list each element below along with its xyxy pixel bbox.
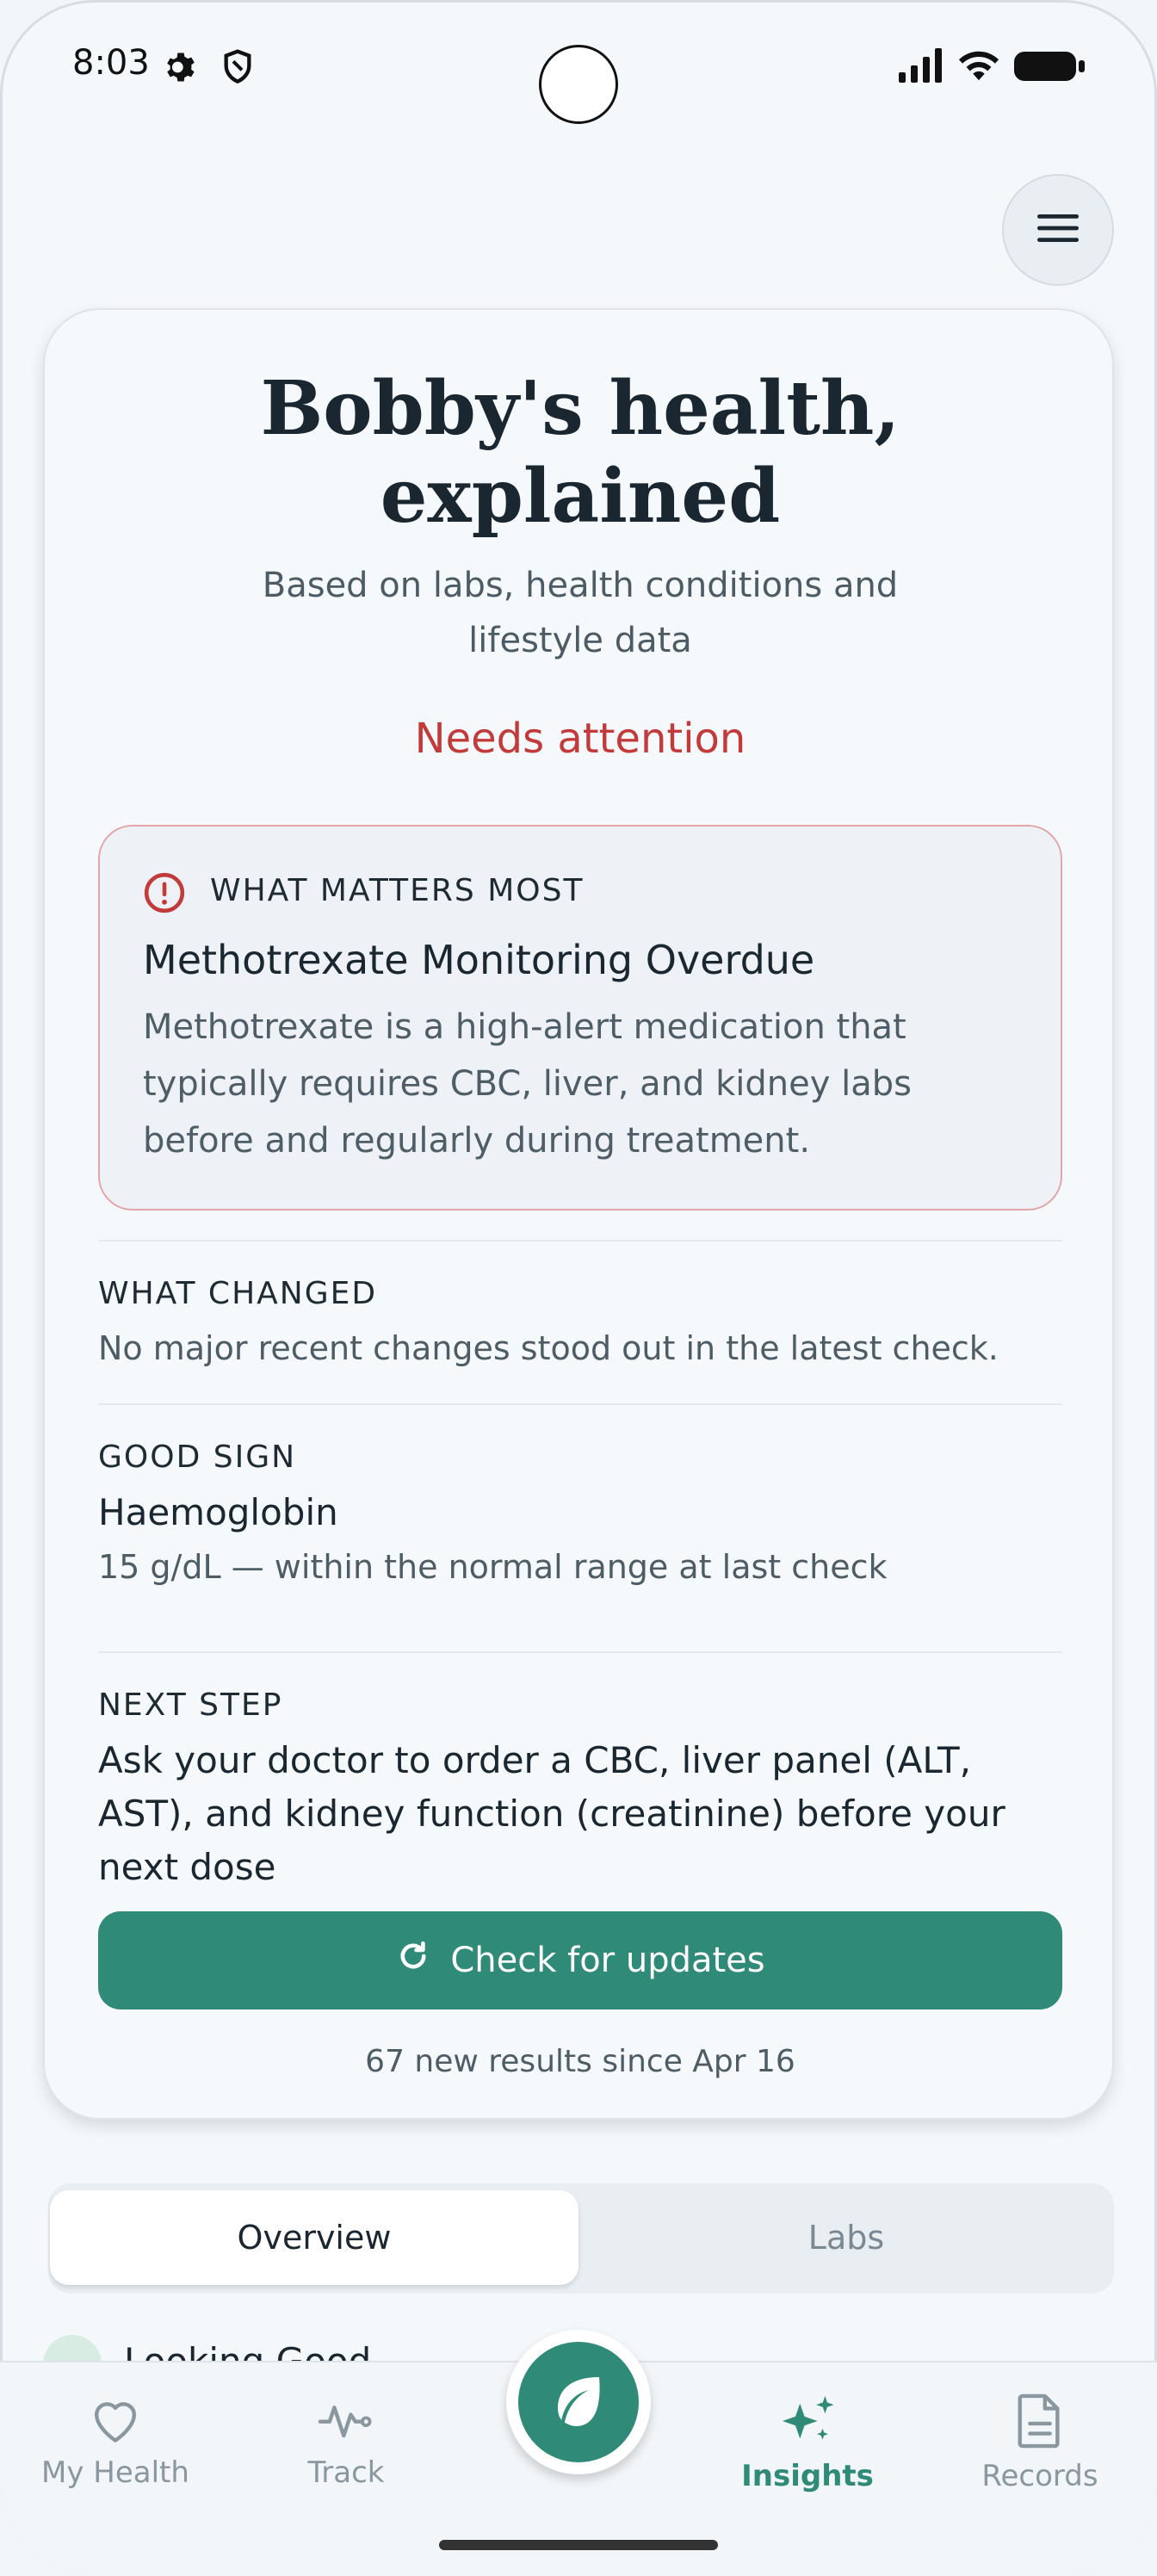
nav-label: My Health — [41, 2455, 189, 2490]
nav-insights[interactable] — [721, 2393, 894, 2493]
sparkle-icon — [775, 2436, 840, 2452]
refresh-icon — [395, 1938, 450, 1983]
check-for-updates-label: Check for updates — [450, 1941, 765, 1980]
health-summary-card — [43, 308, 1114, 2120]
settings-icon — [162, 48, 200, 90]
good-sign-kicker: GOOD SIGN — [98, 1440, 297, 1475]
view-tabs — [48, 2183, 1114, 2294]
page-title — [45, 365, 1116, 541]
status-bar — [0, 0, 1157, 138]
tab-overview[interactable]: Overview — [50, 2190, 578, 2285]
nav-records[interactable] — [954, 2393, 1126, 2493]
tab-labs[interactable]: Labs — [807, 2219, 885, 2257]
pulse-icon — [318, 2432, 374, 2449]
nav-label: Insights — [741, 2459, 874, 2493]
hamburger-icon — [1037, 213, 1079, 247]
front-camera — [539, 45, 618, 124]
good-sign-heading: Haemoglobin — [98, 1491, 338, 1533]
title-line-2: explained — [380, 453, 781, 540]
fab-circle — [518, 2342, 639, 2462]
divider — [98, 1403, 1062, 1405]
what-matters-most-alert[interactable] — [98, 825, 1062, 1211]
heart-icon — [87, 2432, 144, 2449]
wifi-icon — [957, 48, 1000, 86]
document-icon — [1014, 2436, 1066, 2452]
divider — [98, 1240, 1062, 1242]
shield-icon — [220, 48, 255, 90]
health-status: Needs attention — [414, 715, 746, 763]
cellular-signal-icon — [899, 48, 944, 86]
status-time: 8:03 — [72, 43, 150, 83]
nav-track[interactable] — [260, 2393, 432, 2490]
alert-heading: Methotrexate Monitoring Overdue — [143, 937, 815, 983]
alert-kicker: WHAT MATTERS MOST — [210, 873, 585, 908]
what-changed-text: No major recent changes stood out in the latest check. — [98, 1329, 999, 1367]
home-indicator[interactable] — [439, 2540, 718, 2550]
good-sign-text: 15 g/dL — within the normal range at last check — [98, 1548, 888, 1586]
next-step-kicker: NEXT STEP — [98, 1687, 283, 1723]
leaf-action-button[interactable] — [506, 2330, 651, 2474]
nav-label: Records — [981, 2459, 1098, 2493]
page-subtitle: Based on labs, health conditions and lifestyle data — [262, 566, 899, 660]
menu-button[interactable] — [1002, 174, 1114, 286]
alert-body: Methotrexate is a high-alert medication that typically requires CBC, liver, and kidney labs before and regularly during treatment. — [143, 1007, 912, 1161]
alert-circle-icon — [143, 871, 186, 918]
nav-label: Track — [307, 2455, 385, 2490]
nav-my-health[interactable] — [29, 2393, 201, 2490]
divider — [98, 1651, 1062, 1653]
title-line-1: Bobby's health, — [260, 365, 900, 452]
what-changed-kicker: WHAT CHANGED — [98, 1276, 378, 1311]
battery-icon — [1014, 50, 1086, 86]
new-results-note: 67 new results since Apr 16 — [365, 2044, 795, 2079]
leaf-icon — [548, 2369, 609, 2435]
check-for-updates-button[interactable] — [98, 1911, 1062, 2009]
next-step-text: Ask your doctor to order a CBC, liver panel (ALT, AST), and kidney function (creatinine) before your next dose — [98, 1739, 1005, 1888]
